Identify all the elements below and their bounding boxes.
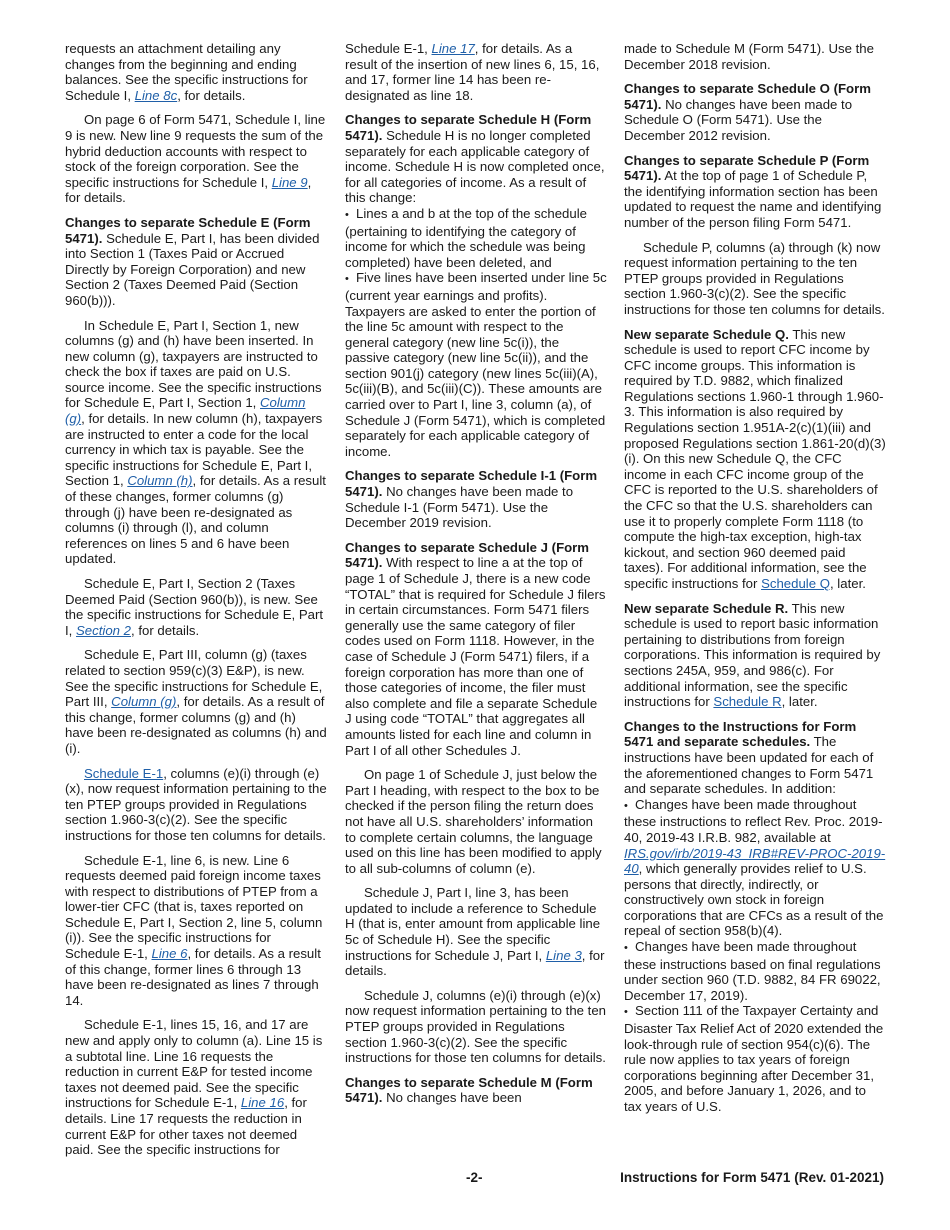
paragraph: Changes to separate Schedule I-1 (Form 5471). No changes have been made to Schedule I-1 (Form 5471). Use the December 2019 revision. xyxy=(345,468,598,531)
section-heading: Changes to separate Schedule H (Form 5471). xyxy=(345,112,592,143)
section-heading: New separate Schedule R. xyxy=(624,600,789,616)
section-heading: Changes to separate Schedule E (Form 5471). xyxy=(65,214,311,246)
paragraph: Changes to separate Schedule J (Form 5471). With respect to line a at the top of page 1 of Schedule J, there is a new code “TOTAL” that is required for Schedule J filers in certain circumstances. Form 5471 filers generally use the same category of filer codes used on Form 1118. However, in the case of Schedule J (Form 5471) filers, if a foreign corporation has more than one of those categories of income, the filer must also complete and file a separate Schedule J using code “TOTAL” that aggregates all amounts listed for each line and column in Part I of all other Schedules J. xyxy=(345,539,606,758)
link-column-h[interactable]: Column (h) xyxy=(127,473,193,489)
paragraph: Changes to separate Schedule H (Form 5471). Schedule H is no longer completed separately for each applicable category of income. Schedule H is now completed once, for all categories of income. As a result of this change: xyxy=(345,112,605,206)
paragraph: Schedule E-1, Line 17, for details. As a result of the insertion of new lines 6, 15, 16, and 17, former line 14 has been re-designated as line 18. xyxy=(345,41,600,103)
paragraph: In Schedule E, Part I, Section 1, new columns (g) and (h) have been inserted. In new column (g), taxpayers are instructed to check the box if taxes are paid on U.S. source income. See the specific instructions for Schedule E, Part I, Section 1, Column (g), for details. In new column (h), taxpayers are instructed to enter a code for the local currency in which tax is payable. See the specific instructions for Schedule E, Part I, Section 1, Column (h), for details. As a result of these changes, former columns (g) through (j) have been re-designated as columns (i) through (l), and column references on lines 5 and 6 have been updated. xyxy=(65,317,326,567)
bullet-item: • Lines a and b at the top of the schedule (pertaining to identifying the category of income for which the schedule was being completed) have been deleted, and xyxy=(345,205,587,270)
link-line-8c[interactable]: Line 8c xyxy=(134,87,178,103)
paragraph: Schedule E-1, columns (e)(i) through (e)(x), now request information pertaining to the ten PTEP groups provided in Regulations section 1.960-3(c)(2). See the specific instructions for those ten columns for details. xyxy=(65,765,327,843)
column-2 xyxy=(345,41,607,1115)
column-3 xyxy=(624,41,886,1115)
link-section-2[interactable]: Section 2 xyxy=(76,622,131,638)
link-line-9[interactable]: Line 9 xyxy=(271,174,308,190)
bullet-icon: • xyxy=(345,208,349,221)
paragraph: Changes to separate Schedule E (Form 5471). Schedule E, Part I, has been divided into Section 1 (Taxes Paid or Accrued Directly by Foreign Corporation) and new Section 2 (Taxes Deemed Paid (Section 960(b))). xyxy=(65,214,320,308)
section-heading: Changes to separate Schedule O (Form 5471). xyxy=(624,81,871,112)
paragraph: Schedule J, columns (e)(i) through (e)(x) now request information pertaining to the ten PTEP groups provided in Regulations section 1.960-3(c)(2). See the specific instructions for those ten columns for details. xyxy=(345,987,606,1066)
link-column-g[interactable]: Column (g) xyxy=(65,395,306,427)
section-heading: New separate Schedule Q. xyxy=(624,326,789,342)
column-1 xyxy=(65,41,327,1167)
bullet-item: • Five lines have been inserted under line 5c (current year earnings and profits). Taxpayers are asked to enter the portion of the line 5c amount with respect to the general category (new line 5c(i)), the passive category (new line 5c(ii)), and the section 901(j) category (new lines 5c(iii)(A), 5c(iii)(B), and 5c(iii)(C)). These amounts are carried over to Part I, line 3, column (a), of Schedule J (Form 5471), which is completed separately for each applicable category of income. xyxy=(345,270,607,459)
section-heading: Changes to the Instructions for Form 5471 and separate schedules. xyxy=(624,718,857,750)
paragraph: On page 1 of Schedule J, just below the Part I heading, with respect to the box to be checked if the person filing the return does not have all U.S. shareholders’ information to complete certain columns, the language used on this line has been modified to apply to all sub-columns of column (e). xyxy=(345,767,602,876)
bullet-item: • Changes have been made throughout these instructions based on final regulations under section 960 (T.D. 9882, 84 FR 69022, December 17, 2019). xyxy=(624,939,881,1003)
paragraph: Changes to separate Schedule M (Form 5471). No changes have been xyxy=(345,1074,593,1106)
paragraph: made to Schedule M (Form 5471). Use the December 2018 revision. xyxy=(624,41,874,72)
link-line-17[interactable]: Line 17 xyxy=(431,41,475,56)
paragraph: New separate Schedule Q. This new schedule is used to report CFC income by CFC income groups. This information is required by T.D. 9882, which finalized Regulations sections 1.960-1 through 1.960-3. This information is also required by Regulations section 1.951A-2(c)(1)(iii) and proposed Regulations section 1.861-20(d)(3)(i). On this new Schedule Q, the CFC income in each CFC income group of the CFC is reported to the U.S. shareholders of the CFC so that the U.S. shareholders can use it to properly complete Form 1118 (to compute the high-tax exception, high-tax kickout, and section 960 deemed paid taxes). For additional information, see the specific instructions for Schedule Q, later. xyxy=(624,326,886,591)
paragraph: Schedule J, Part I, line 3, has been updated to include a reference to Schedule H (that is, enter amount from applicable line 5c of Schedule H). See the specific instructions for Schedule J, Part I, Line 3, for details. xyxy=(345,885,605,979)
link-line-16[interactable]: Line 16 xyxy=(240,1095,285,1111)
section-heading: Changes to separate Schedule J (Form 5471). xyxy=(345,539,590,571)
document-title: Instructions for Form 5471 (Rev. 01-2021) xyxy=(620,1170,884,1185)
paragraph: On page 6 of Form 5471, Schedule I, line 9 is new. New line 9 requests the sum of the hybrid deduction accounts with respect to stock of the foreign corporation. See the specific instructions for Schedule I, Line 9, for details. xyxy=(65,112,326,206)
paragraph: Changes to the Instructions for Form 5471 and separate schedules. The instructions have been updated for each of the aforementioned changes to Form 5471 and separate schedules. In addition: xyxy=(624,718,874,797)
link-schedule-q[interactable]: Schedule Q xyxy=(761,576,830,591)
link-schedule-r[interactable]: Schedule R xyxy=(713,694,782,710)
link-irs-rev-proc[interactable]: IRS.gov/irb/2019-43_IRB#REV-PROC-2019-40 xyxy=(624,845,886,877)
paragraph: New separate Schedule R. This new schedule is used to report basic information pertaining to distributions from foreign corporations. This information is required by sections 245A, 959, and 986(c). For additional information, see the specific instructions for Schedule R, later. xyxy=(624,600,881,710)
paragraph: Schedule E, Part III, column (g) (taxes related to section 959(c)(3) E&P), is new. See the specific instructions for Schedule E, Part III, Column (g), for details. As a result of this change, former columns (g) and (h) have been re-designated as columns (h) and (i). xyxy=(65,647,327,756)
link-column-g-part-iii[interactable]: Column (g) xyxy=(111,694,177,710)
bullet-item: • Section 111 of the Taxpayer Certainty and Disaster Tax Relief Act of 2020 extended the look-through rule of section 954(c)(6). The rule now applies to tax years of foreign corporations beginning after December 31, 2005, and before January 1, 2026, and to tax years of U.S. xyxy=(624,1003,884,1114)
bullet-icon: • xyxy=(624,799,628,812)
paragraph: Changes to separate Schedule O (Form 5471). No changes have been made to Schedule O (Form 5471). Use the December 2012 revision. xyxy=(624,81,871,143)
page-number: -2- xyxy=(466,1170,483,1185)
bullet-icon: • xyxy=(624,942,628,955)
link-schedule-e-1[interactable]: Schedule E-1 xyxy=(84,765,164,781)
bullet-icon: • xyxy=(345,273,349,286)
paragraph: Changes to separate Schedule P (Form 5471). At the top of page 1 of Schedule P, the identifying information section has been updated to request the name and identifying number of the person filing Form 5471. xyxy=(624,152,882,230)
section-heading: Changes to separate Schedule M (Form 5471). xyxy=(345,1074,593,1106)
section-heading: Changes to separate Schedule I-1 (Form 5471). xyxy=(345,468,598,500)
paragraph: Schedule E-1, lines 15, 16, and 17 are new and apply only to column (a). Line 15 is a subtotal line. Line 16 requests the reduction in current E&P for tested income taxes not deemed paid. See the specific instructions for Schedule E-1, Line 16, for details. Line 17 requests the reduction in current E&P for other taxes not deemed paid. See the specific instructions for xyxy=(65,1017,323,1158)
bullet-item: • Changes have been made throughout these instructions to reflect Rev. Proc. 2019-40, 2019-43 I.R.B. 982, available at IRS.gov/irb/2019-43_IRB#REV-PROC-2019-40, which generally provides relief to U.S. persons that directly, indirectly, or constructively own stock in foreign corporations that are CFCs as a result of the repeal of section 958(b)(4). xyxy=(624,796,886,939)
link-line-6[interactable]: Line 6 xyxy=(151,946,188,962)
section-heading: Changes to separate Schedule P (Form 5471). xyxy=(624,152,870,184)
link-line-3[interactable]: Line 3 xyxy=(545,947,582,963)
paragraph: Schedule P, columns (a) through (k) now request information pertaining to the ten PTEP groups provided in Regulations section 1.960-3(c)(2). See the specific instructions for those ten columns for details. xyxy=(624,239,885,317)
paragraph: Schedule E, Part I, Section 2 (Taxes Deemed Paid (Section 960(b)), is new. See the specific instructions for Schedule E, Part I, Section 2, for details. xyxy=(65,576,324,638)
paragraph: Schedule E-1, line 6, is new. Line 6 requests deemed paid foreign income taxes with respect to distributions of PTEP from a lower-tier CFC (that is, taxes reported on Schedule E, Part I, Section 2, line 5, column (i)). See the specific instructions for Schedule E-1, Line 6, for details. As a result of this change, former lines 6 through 13 have been re-designated as lines 7 through 14. xyxy=(65,852,323,1008)
paragraph: requests an attachment detailing any changes from the beginning and ending balances. See the specific instructions for Schedule I, Line 8c, for details. xyxy=(65,41,308,103)
bullet-icon: • xyxy=(624,1006,628,1019)
